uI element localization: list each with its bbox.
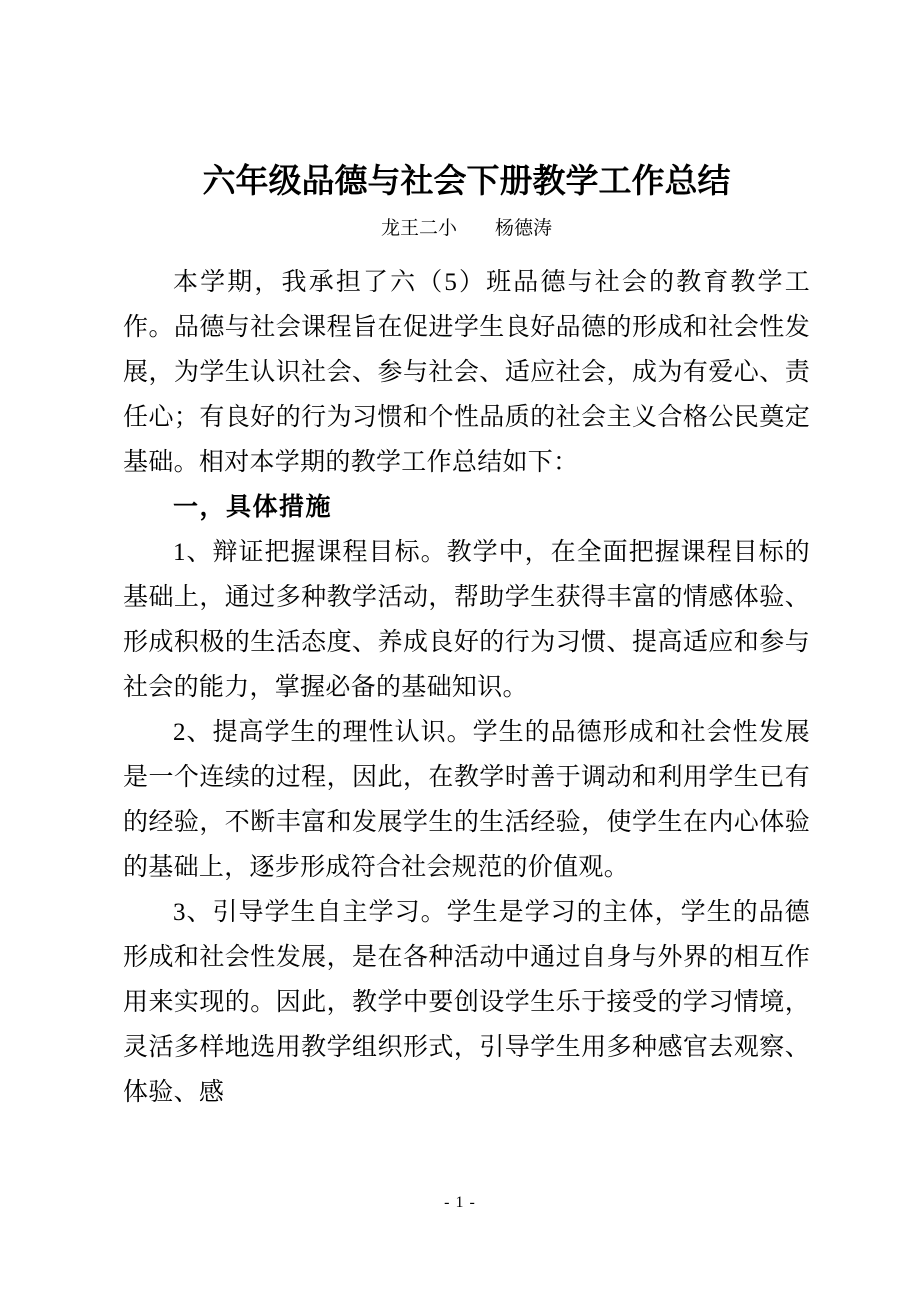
paragraph-measure-3: 3、引导学生自主学习。学生是学习的主体，学生的品德形成和社会性发展，是在各种活动中通过自身与外界的相互作用来实现的。因此，教学中要创设学生乐于接受的学习情境，灵活多样地选用教学组织形式，引导学生用多种感官去观察、体验、感 (123, 899, 810, 1106)
section-heading-specific-measures: 一，具体措施 (173, 494, 333, 521)
document-body (123, 244, 810, 1115)
document-content-column (123, 0, 810, 1115)
page-title: 六年级品德与社会下册教学工作总结 (202, 162, 731, 199)
page-number-footer: - 1 - (444, 1194, 476, 1211)
paragraph-measure-1: 1、辩证把握课程目标。教学中，在全面把握课程目标的基础上，通过多种教学活动，帮助学生获得丰富的情感体验、形成积极的生活态度、养成良好的行为习惯、提高适应和参与社会的能力，掌握必备的基础知识。 (123, 539, 810, 701)
document-byline: 龙王二小 杨德涛 (380, 218, 552, 239)
paragraph-intro: 本学期，我承担了六（5）班品德与社会的教育教学工作。品德与社会课程旨在促进学生良好品德的形成和社会性发展，为学生认识社会、参与社会、适应社会，成为有爱心、责任心；有良好的行为习惯和个性品质的社会主义合格公民奠定基础。相对本学期的教学工作总结如下： (123, 269, 810, 476)
paragraph-measure-2: 2、提高学生的理性认识。学生的品德形成和社会性发展是一个连续的过程，因此，在教学时善于调动和利用学生已有的经验，不断丰富和发展学生的生活经验，使学生在内心体验的基础上，逐步形成符合社会规范的价值观。 (123, 719, 810, 881)
